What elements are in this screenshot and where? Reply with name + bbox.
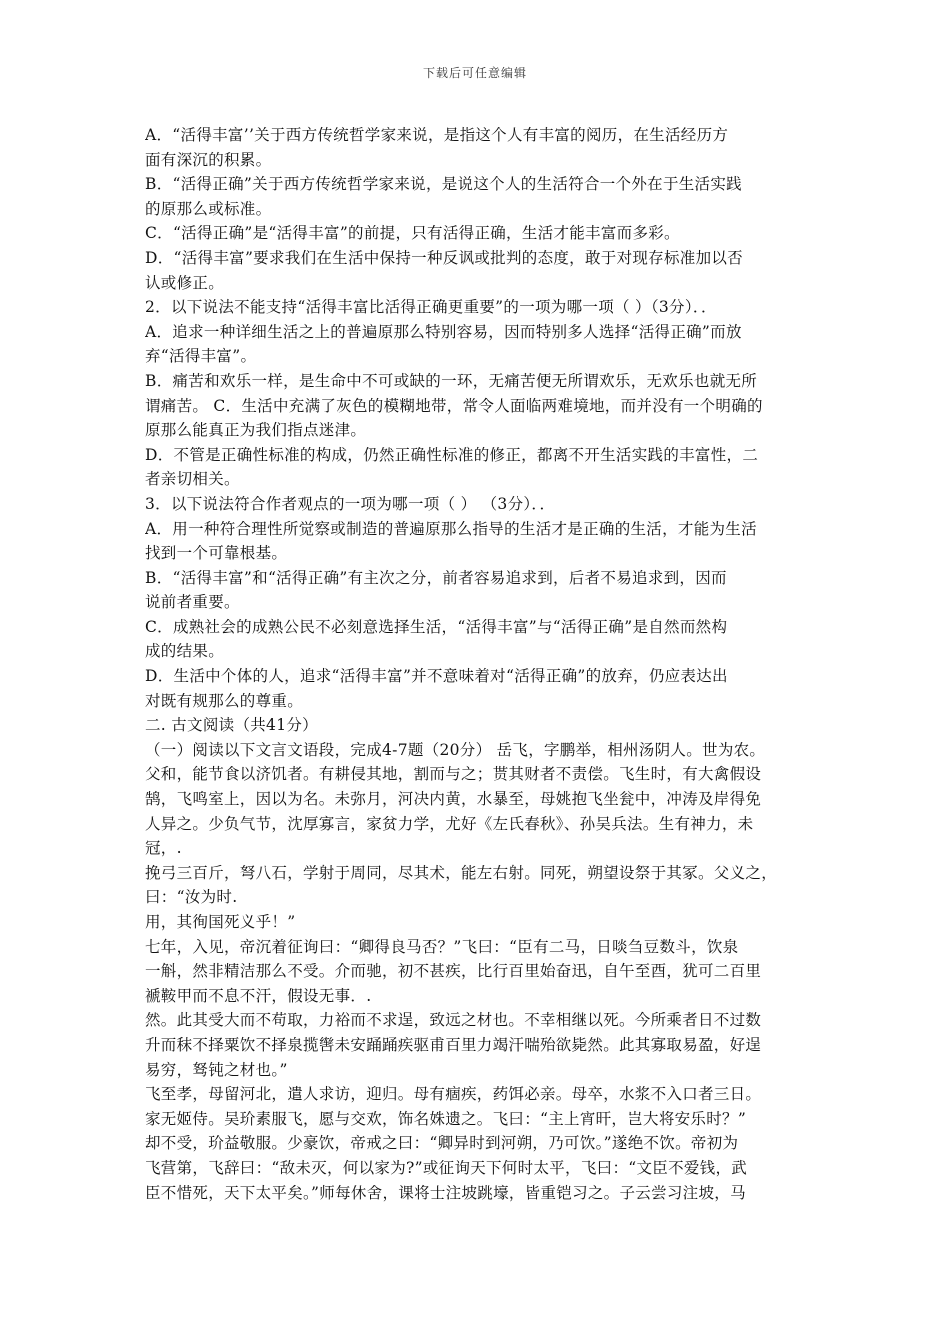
text-line: 成的结果。 bbox=[145, 642, 225, 661]
text-line: 然。此其受大而不苟取，力裕而不求逞，致远之材也。不幸相继以死。今所乘者日不过数 bbox=[145, 1011, 762, 1030]
text-line: 易穷，驽钝之材也。” bbox=[145, 1060, 288, 1079]
text-line: C．成熟社会的成熟公民不必刻意选择生活，“活得丰富”与“活得正确”是自然而然构 bbox=[145, 617, 728, 636]
text-line: 3．以下说法符合作者观点的一项为哪一项（ ） （3分）．． bbox=[145, 494, 556, 513]
text-line: A．“活得丰富’’关于西方传统哲学家来说，是指这个人有丰富的阅历，在生活经历方 bbox=[145, 126, 729, 144]
text-line: 父和，能节食以济饥者。有耕侵其地，割而与之；贳其财者不责偿。飞生时，有大禽假设 bbox=[145, 765, 762, 784]
text-line: 2．以下说法不能支持“活得丰富比活得正确更重要”的一项为哪一项（ ）（3分）．． bbox=[145, 298, 717, 317]
text-line: 用，其徇国死义乎！” bbox=[145, 913, 296, 931]
text-line: 家无姬侍。吴玠素服飞，愿与交欢，饰名姝遗之。飞曰：“主上宵旰，岂大将安乐时？” bbox=[145, 1109, 747, 1128]
text-line: 飞营第，飞辞曰：“敌未灭，何以家为?”或征询天下何时太平，飞曰：“文臣不爱钱，武 bbox=[145, 1158, 748, 1177]
text-line: 二. 古文阅读（共41分） bbox=[145, 716, 318, 735]
text-line: 人异之。少负气节，沈厚寡言，家贫力学，尤好《左氏春秋》、孙吴兵法。生有神力，未 bbox=[145, 814, 754, 833]
text-line: 原那么能真正为我们指点迷津。 bbox=[145, 421, 367, 440]
text-line: A．追求一种详细生活之上的普遍原那么特别容易，因而特别多人选择“活得正确”而放 bbox=[145, 322, 742, 341]
text-line: 者亲切相关。 bbox=[145, 470, 240, 489]
text-line: 冠，. bbox=[145, 839, 182, 858]
text-line: 挽弓三百斤，弩八石，学射于周同，尽其术，能左右射。同死，朔望设祭于其冢。父义之， bbox=[145, 863, 778, 882]
text-line: D．不管是正确性标准的构成，仍然正确性标准的修正，都离不开生活实践的丰富性，二 bbox=[145, 445, 759, 464]
text-line: （一）阅读以下文言文语段，完成4-7题（20分） 岳飞，字鹏举，相州汤阴人。世为农。 bbox=[145, 740, 766, 759]
text-line: 曰：“汝为时. bbox=[145, 888, 238, 907]
text-line: 谓痛苦。 C．生活中充满了灰色的模糊地带，常令人面临两难境地，而并没有一个明确的 bbox=[145, 396, 763, 415]
text-line: 认或修正。 bbox=[145, 273, 225, 292]
text-line: C．“活得正确”是“活得丰富”的前提，只有活得正确，生活才能丰富而多彩。 bbox=[145, 224, 680, 243]
text-line: 却不受，玠益敬服。少豪饮，帝戒之曰：“卿异时到河朔，乃可饮。”遂绝不饮。帝初为 bbox=[145, 1134, 739, 1153]
text-line: 一斛，然非精洁那么不受。介而驰，初不甚疾，比行百里始奋迅，自午至酉，犹可二百里 bbox=[145, 962, 762, 981]
text-line: 鹄，飞鸣室上，因以为名。未弥月，河决内黄，水暴至，母姚抱飞坐瓮中，冲涛及岸得免 bbox=[145, 790, 762, 809]
text-line: 飞至孝，母留河北，遣人求访，迎归。母有痼疾，药饵必亲。母卒，水浆不入口者三日。 bbox=[145, 1085, 762, 1104]
text-line: B．“活得正确”关于西方传统哲学家来说，是说这个人的生活符合一个外在于生活实践 bbox=[145, 175, 742, 194]
text-line: 对既有规那么的尊重。 bbox=[145, 691, 304, 710]
text-line: 的原那么或标准。 bbox=[145, 199, 272, 218]
text-line: 褫鞍甲而不息不汗，假设无事．. bbox=[145, 986, 372, 1005]
text-line: 面有深沉的积累。 bbox=[145, 150, 272, 169]
text-line: 弃“活得丰富”。 bbox=[145, 347, 257, 366]
text-line: B．“活得丰富”和“活得正确”有主次之分，前者容易追求到，后者不易追求到，因而 bbox=[145, 568, 727, 587]
text-line: 找到一个可靠根基。 bbox=[145, 544, 288, 563]
text-line: B．痛苦和欢乐一样，是生命中不可或缺的一环，无痛苦便无所谓欢乐，无欢乐也就无所 bbox=[145, 371, 758, 390]
document-body bbox=[145, 123, 807, 1205]
page-header: 下载后可任意编辑 bbox=[422, 66, 527, 80]
text-line: 升而秣不择粟饮不择泉揽辔未安踊踊疾驱甫百里力竭汗喘殆欲毙然。此其寡取易盈，好逞 bbox=[145, 1035, 762, 1054]
text-line: 臣不惜死，天下太平矣。”师每休舍，课将士注坡跳壕，皆重铠习之。子云尝习注坡，马 bbox=[145, 1183, 746, 1202]
text-line: 说前者重要。 bbox=[145, 593, 240, 612]
text-line: A．用一种符合理性所觉察或制造的普遍原那么指导的生活才是正确的生活，才能为生活 bbox=[145, 519, 757, 538]
text-line: D．生活中个体的人，追求“活得丰富”并不意味着对“活得正确”的放弃，仍应表达出 bbox=[145, 667, 728, 686]
text-line: 七年，入见，帝沉着征询曰：“卿得良马否？”飞曰：“臣有二马，日啖刍豆数斗，饮泉 bbox=[145, 937, 739, 956]
text-line: D．“活得丰富”要求我们在生活中保持一种反讽或批判的态度，敢于对现存标准加以否 bbox=[145, 248, 743, 267]
